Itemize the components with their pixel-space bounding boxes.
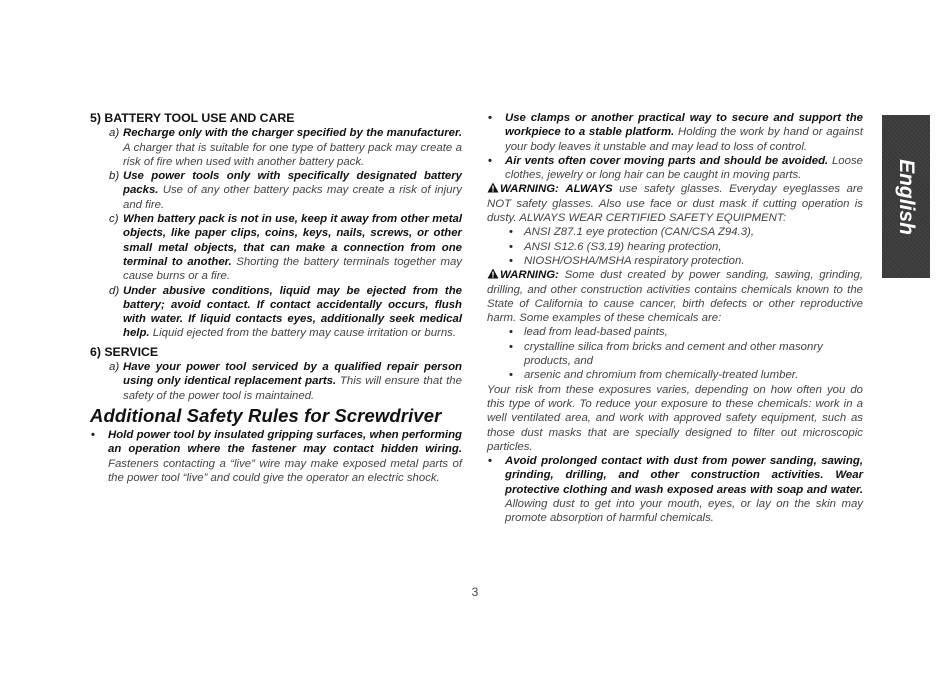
rule-label: b) [109, 170, 120, 183]
rule-bold: Recharge only with the charger specified by the manufacturer. [123, 127, 462, 140]
rule-bold: Avoid prolonged contact with dust from power sanding, sawing, grinding, drilling, and other construction activities. Wear protective clothing and wash exposed areas with soap and water. [505, 455, 863, 496]
list-item: • crystalline silica from bricks and cement and other masonry products, and [509, 340, 823, 368]
warning-dust-chemicals [487, 268, 863, 325]
language-tab [882, 115, 930, 278]
additional-rules-title: Additional Safety Rules for Screwdriver [90, 404, 442, 426]
rule-text: Shorting the battery terminals together may cause burns or a fire. [123, 255, 462, 283]
rule-text: Loose clothes, jewelry or long hair can be caught in moving parts. [505, 154, 863, 182]
language-tab-label: English [895, 158, 918, 235]
rule-bold: When battery pack is not in use, keep it away from other metal objects, like paper clips, coins, keys, nails, screws, or other small metal objects, that can make a connection from one terminal to another. [123, 213, 462, 268]
exposure-risk-paragraph: Your risk from these exposures varies, depending on how often you do this type of work. To reduce your exposure to these chemicals: work in a well ventilated area, and work with approved safety equipment, such as those dust masks that are specially designed to filter out microscopic particles. [487, 383, 863, 453]
rule-5b [90, 169, 462, 212]
always-label: ALWAYS [565, 183, 613, 196]
page-number: 3 [471, 585, 479, 599]
rule-5d [90, 284, 462, 341]
rule-text: Use of any other battery packs may create a risk of injury and fire. [123, 184, 462, 211]
rule-label: c) [109, 213, 119, 226]
bullet-icon: • [509, 326, 513, 339]
bullet-icon: • [488, 154, 492, 167]
rule-bold: Use power tools only with specifically designated battery packs. [123, 170, 462, 197]
section-heading-battery: 5) BATTERY TOOL USE AND CARE [90, 111, 295, 125]
bullet-icon: • [488, 112, 492, 124]
warning-triangle-icon [487, 268, 499, 279]
rule-label: a) [109, 127, 120, 140]
list-item: • arsenic and chromium from chemically-treated lumber. [509, 369, 799, 382]
rule-5a [90, 126, 462, 169]
rule-bold: Under abusive conditions, liquid may be ejected from the battery; avoid contact. If contact accidentally occurs, flush with water. If liquid contacts eyes, additionally seek medical help. [123, 284, 462, 340]
bullet-icon: • [509, 369, 513, 382]
list-item: • NIOSH/OSHA/MSHA respiratory protection. [509, 254, 745, 267]
air-vents-bullet [487, 154, 863, 183]
bullet-icon: • [509, 340, 513, 353]
warning-label: WARNING: [500, 269, 559, 282]
rule-text: Allowing dust to get into your mouth, eyes, or lay on the skin may promote absorption of harmful chemicals. [505, 498, 863, 525]
rule-label: d) [109, 284, 120, 297]
bullet-icon: • [509, 254, 513, 267]
section-heading-service: 6) SERVICE [90, 344, 159, 359]
rule-5c [90, 212, 462, 283]
rule-text: Holding the work by hand or against your body leaves it unstable and may lead to loss of control. [505, 126, 863, 153]
rule-text: This will ensure that the safety of the power tool is maintained. [123, 375, 462, 402]
rule-bold: Hold power tool by insulated gripping surfaces, when performing an operation where the fastener may contact hidden wiring. [108, 428, 462, 456]
rule-text: Liquid ejected from the battery may cause irritation or burns. [149, 327, 457, 340]
list-item: • ANSI S12.6 (S3.19) hearing protection, [509, 240, 722, 253]
rule-bold: Have your power tool serviced by a qualified repair person using only identical replacement parts. [123, 361, 462, 388]
list-item: • lead from lead-based paints, [509, 326, 668, 339]
rule-bold: Air vents often cover moving parts and should be avoided. [505, 154, 829, 167]
warning-safety-glasses [487, 182, 863, 225]
bullet-icon: • [488, 455, 492, 468]
warning-text: Some dust created by power sanding, sawing, grinding, drilling, and other construction activities contains chemicals known to the State of California to cause cancer, birth defects or other reproductive harm. Some examples of these chemicals are: [487, 269, 863, 325]
bullet-icon: • [509, 226, 513, 239]
bullet-icon: • [509, 240, 513, 253]
dust-contact-bullet [487, 454, 863, 525]
rule-6a [90, 360, 462, 403]
list-item: • ANSI Z87.1 eye protection (CAN/CSA Z94.3), [509, 226, 755, 239]
rule-label: a) [109, 361, 120, 374]
clamps-bullet [487, 111, 863, 154]
right-column [487, 111, 863, 526]
bullet-icon: • [91, 428, 95, 441]
warning-triangle-icon [487, 182, 499, 193]
warning-text: use safety glasses. Everyday eyeglasses are NOT safety glasses. Also use face or dust mask if cutting operation is dusty. ALWAYS WEAR CERTIFIED SAFETY EQUIPMENT: [487, 183, 863, 225]
rule-text: Fasteners contacting a “live” wire may make exposed metal parts of the power tool “live” and could give the operator an electric shock. [108, 457, 462, 484]
left-column [90, 111, 462, 485]
warning-label: WARNING: [500, 183, 559, 196]
screwdriver-rule-bullet [90, 428, 462, 485]
rule-text: A charger that is suitable for one type of battery pack may create a risk of fire when used with another battery pack. [123, 141, 462, 168]
rule-bold: Use clamps or another practical way to secure and support the workpiece to a stable platform. [505, 112, 863, 139]
